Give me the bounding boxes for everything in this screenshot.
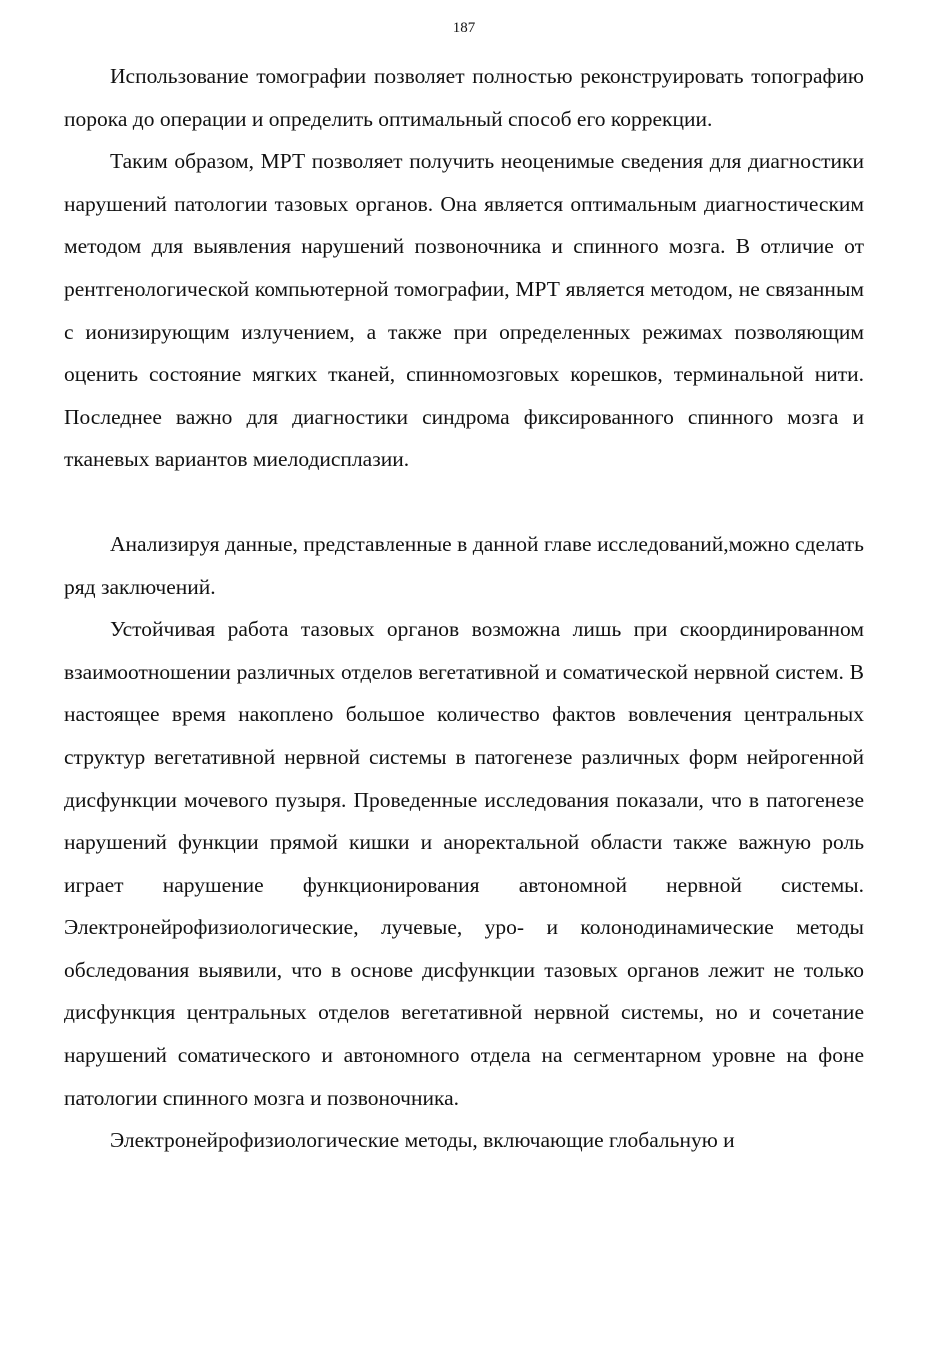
- page-number: 187: [452, 20, 476, 36]
- paragraph-gap: [64, 481, 864, 523]
- paragraph-mri: Таким образом, МРТ позволяет получить неоценимые сведения для диагностики нарушений патологии тазовых органов. Она является оптимальным диагностическим методом для выявления нарушений позвоночника и спинного мозга. В отличие от рентгенологической компьютерной томографии, МРТ является методом, не связанным с ионизирующим излучением, а также при определенных режимах позволяющим оценить состояние мягких тканей, спинномозговых корешков, терминальной нити. Последнее важно для диагностики синдрома фиксированного спинного мозга и тканевых вариантов миелодисплазии.: [64, 149, 864, 472]
- document-body: [64, 55, 864, 1162]
- paragraph-pelvic-organs: Устойчивая работа тазовых органов возможна лишь при скоординированном взаимоотношении различных отделов вегетативной и соматической нервной систем. В настоящее время накоплено большое количество фактов вовлечения центральных структур вегетативной нервной системы в патогенезе различных форм нейрогенной дисфункции мочевого пузыря. Проведенные исследования показали, что в патогенезе нарушений функции прямой кишки и аноректальной области также важную роль играет нарушение функционирования автономной нервной системы. Электронейрофизиологические, лучевые, уро- и колонодинамические методы обследования выявили, что в основе дисфункции тазовых органов лежит не только дисфункция центральных отделов вегетативной нервной системы, но и сочетание нарушений соматического и автономного отдела на сегментарном уровне на фоне патологии спинного мозга и позвоночника.: [64, 617, 864, 1110]
- paragraph-tomography: Использование томографии позволяет полностью реконструировать топографию порока до операции и определить оптимальный способ его коррекции.: [64, 64, 864, 131]
- paragraph-conclusions-intro: Анализируя данные, представленные в данной главе исследований,можно сделать ряд заключений.: [64, 531, 864, 599]
- paragraph-electroneurophysiology: Электронейрофизиологические методы, включающие глобальную и: [110, 1128, 735, 1153]
